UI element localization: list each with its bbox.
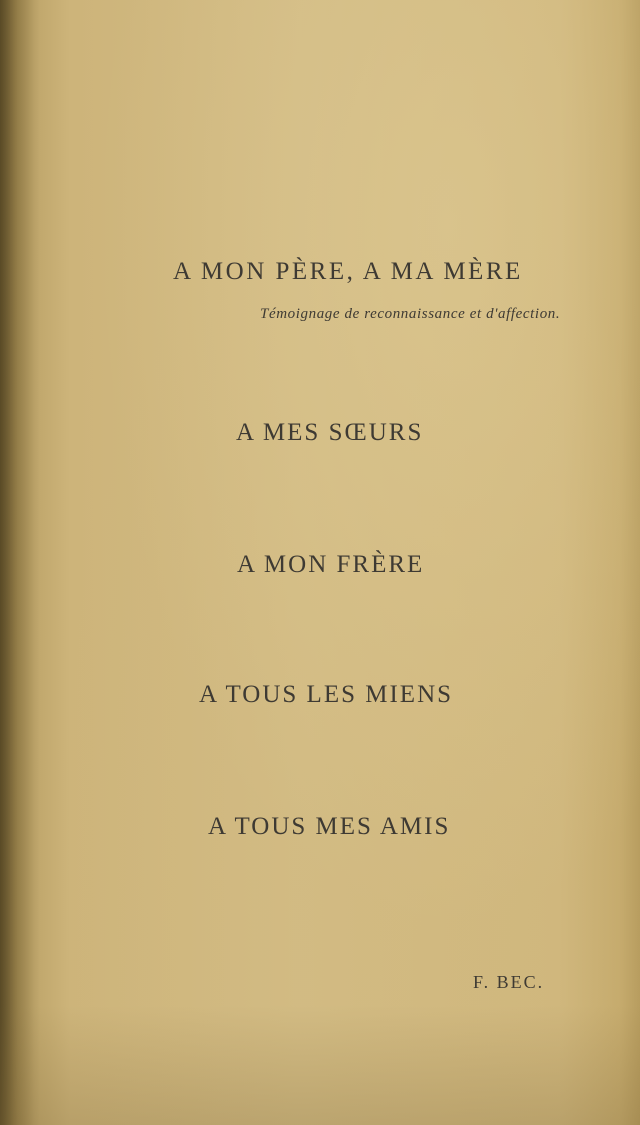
dedication-friends: A TOUS MES AMIS [208, 813, 451, 840]
dedication-sisters: A MES SŒURS [236, 419, 424, 446]
page-spine-shadow [0, 0, 40, 1125]
dedication-brother: A MON FRÈRE [237, 551, 425, 578]
dedication-parents: A MON PÈRE, A MA MÈRE [173, 258, 523, 285]
dedication-family: A TOUS LES MIENS [199, 681, 454, 708]
page-bottom-shade [0, 1005, 640, 1125]
author-signature: F. BEC. [473, 972, 545, 992]
dedication-parents-subtitle: Témoignage de reconnaissance et d'affection. [260, 306, 561, 322]
